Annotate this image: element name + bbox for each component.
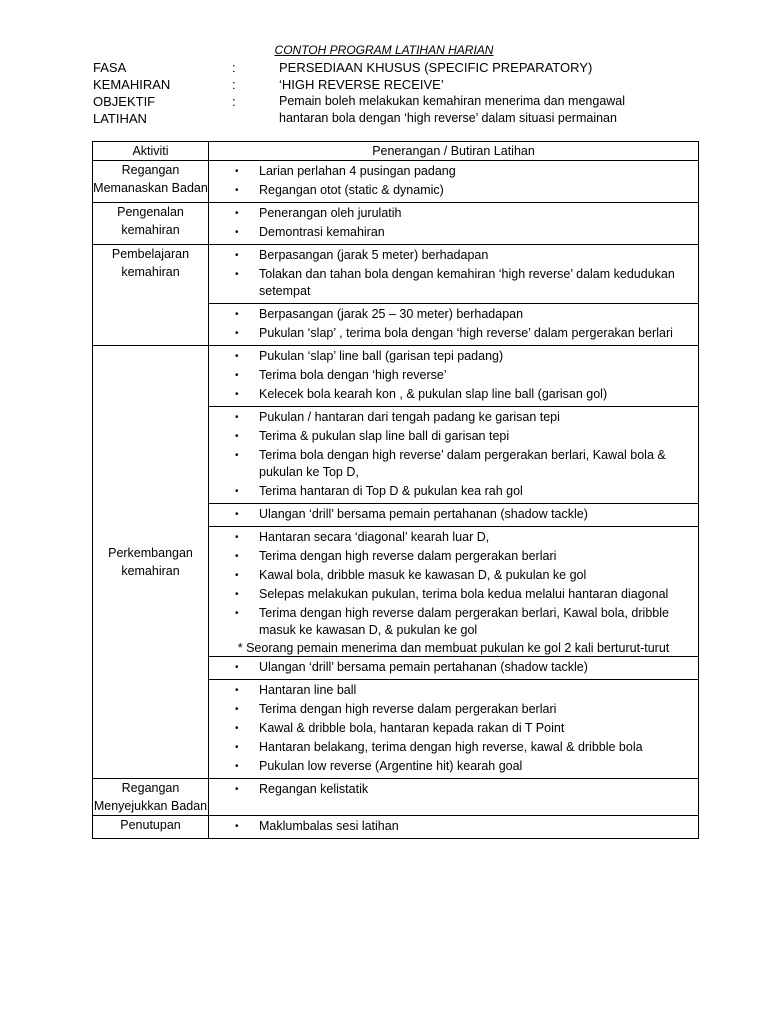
list-item — [209, 781, 694, 798]
bullet-icon: • — [235, 761, 239, 772]
table-row — [93, 346, 699, 407]
list-item — [209, 605, 694, 639]
bullet-icon: • — [235, 662, 239, 673]
list-item — [209, 447, 694, 481]
list-item-text: Ulangan ‘drill’ bersama pemain pertahanan (shadow tackle) — [259, 507, 588, 521]
bullet-icon: • — [235, 412, 239, 423]
list-item-text: Tolakan dan tahan bola dengan kemahiran ‘high reverse’ dalam kedudukan setempat — [259, 267, 675, 298]
list-item — [209, 720, 694, 737]
table-row — [93, 816, 699, 839]
list-item-text: Maklumbalas sesi latihan — [259, 819, 399, 833]
header-label: KEMAHIRAN — [93, 77, 171, 92]
activity-cell: Pengenalan kemahiran — [93, 203, 209, 245]
list-item — [209, 367, 694, 384]
drill-note: * Seorang pemain menerima dan membuat pukulan ke gol 2 kali berturut-turut — [237, 641, 670, 655]
header-colon — [232, 110, 279, 127]
list-item — [209, 739, 694, 756]
list-item — [209, 247, 694, 264]
list-item — [209, 758, 694, 775]
list-item-text: Regangan kelistatik — [259, 782, 369, 796]
bullet-icon: • — [235, 742, 239, 753]
list-item — [209, 567, 694, 584]
bullet-icon: • — [235, 589, 239, 600]
list-item-text: Pukulan ‘slap’ line ball (garisan tepi padang) — [259, 349, 504, 363]
bullet-icon: • — [235, 328, 239, 339]
activity-cell: Regangan Menyejukkan Badan — [93, 779, 209, 816]
list-item — [209, 409, 694, 426]
details-cell — [209, 245, 699, 304]
list-item-text: Kawal & dribble bola, hantaran kepada rakan di T Point — [259, 721, 565, 735]
details-cell — [209, 779, 699, 816]
bullet-icon: • — [235, 685, 239, 696]
table-row — [93, 245, 699, 304]
header-label: LATIHAN — [93, 111, 147, 126]
bullet-icon: • — [235, 431, 239, 442]
header-row-objektif — [93, 93, 625, 110]
bullet-list — [209, 407, 698, 503]
bullet-icon: • — [235, 351, 239, 362]
bullet-icon: • — [235, 185, 239, 196]
bullet-list — [209, 504, 698, 526]
document-title: CONTOH PROGRAM LATIHAN HARIAN — [274, 43, 494, 57]
table-header-row — [93, 142, 699, 161]
program-header — [93, 59, 625, 127]
header-value: ‘HIGH REVERSE RECEIVE’ — [279, 77, 444, 92]
list-item-text: Terima dengan high reverse dalam pergerakan berlari — [259, 549, 557, 563]
list-item — [209, 682, 694, 699]
header-value: PERSEDIAAN KHUSUS (SPECIFIC PREPARATORY) — [279, 60, 593, 75]
bullet-icon: • — [235, 704, 239, 715]
bullet-icon: • — [235, 509, 239, 520]
bullet-icon: • — [235, 723, 239, 734]
details-cell — [209, 816, 699, 839]
list-item-text: Kawal bola, dribble masuk ke kawasan D, & pukulan ke gol — [259, 568, 587, 582]
bullet-list — [209, 346, 698, 406]
bullet-icon: • — [235, 784, 239, 795]
bullet-icon: • — [235, 208, 239, 219]
details-cell — [209, 504, 699, 527]
list-item — [209, 266, 694, 300]
list-item-text: Terima bola dengan high reverse’ dalam pergerakan berlari, Kawal bola & pukulan ke Top D, — [259, 448, 666, 479]
list-item-text: Hantaran secara ‘diagonal’ kearah luar D, — [259, 530, 490, 544]
activity-cell: Pembelajaran kemahiran — [93, 245, 209, 346]
list-item-text: Kelecek bola kearah kon , & pukulan slap line ball (garisan gol) — [259, 387, 608, 401]
list-item-text: Selepas melakukan pukulan, terima bola kedua melalui hantaran diagonal — [259, 587, 669, 601]
list-item-text: Terima bola dengan ‘high reverse’ — [259, 368, 447, 382]
list-item-text: Regangan otot (static & dynamic) — [259, 183, 444, 197]
header-label: OBJEKTIF — [93, 94, 156, 109]
header-colon: : — [232, 60, 236, 75]
bullet-list — [209, 527, 698, 642]
bullet-icon: • — [235, 227, 239, 238]
details-cell — [209, 203, 699, 245]
details-cell — [209, 527, 699, 657]
bullet-list — [209, 657, 698, 679]
list-item-text: Terima hantaran di Top D & pukulan kea rah gol — [259, 484, 523, 498]
column-header-details: Penerangan / Butiran Latihan — [209, 142, 699, 161]
details-cell — [209, 304, 699, 346]
bullet-icon: • — [235, 250, 239, 261]
bullet-list — [209, 680, 698, 778]
list-item — [209, 483, 694, 500]
list-item — [209, 386, 694, 403]
list-item-text: Hantaran line ball — [259, 683, 357, 697]
bullet-icon: • — [235, 166, 239, 177]
list-item — [209, 306, 694, 323]
header-row-fasa — [93, 59, 625, 76]
bullet-icon: • — [235, 551, 239, 562]
list-item — [209, 205, 694, 222]
list-item — [209, 548, 694, 565]
table-row — [93, 203, 699, 245]
header-label: FASA — [93, 60, 127, 75]
bullet-list — [209, 304, 698, 345]
bullet-list — [209, 161, 698, 202]
column-header-activity: Aktiviti — [93, 142, 209, 161]
activity-cell: Regangan Memanaskan Badan — [93, 161, 209, 203]
bullet-list — [209, 203, 698, 244]
activity-cell: Penutupan — [93, 816, 209, 839]
bullet-list — [209, 245, 698, 303]
header-value: Pemain boleh melakukan kemahiran menerima dan mengawal — [279, 94, 626, 108]
header-row-kemahiran — [93, 76, 625, 93]
training-table — [92, 141, 699, 839]
table-row — [93, 161, 699, 203]
header-colon: : — [232, 94, 236, 109]
list-item — [209, 659, 694, 676]
details-cell — [209, 407, 699, 504]
list-item — [209, 586, 694, 603]
header-value: hantaran bola dengan ‘high reverse’ dalam situasi permainan — [279, 111, 617, 125]
bullet-list — [209, 816, 698, 838]
list-item — [209, 224, 694, 241]
list-item — [209, 428, 694, 445]
list-item-text: Terima dengan high reverse dalam pergerakan berlari — [259, 702, 557, 716]
list-item — [209, 182, 694, 199]
bullet-icon: • — [235, 309, 239, 320]
list-item-text: Terima & pukulan slap line ball di garisan tepi — [259, 429, 510, 443]
list-item — [209, 818, 694, 835]
bullet-icon: • — [235, 269, 239, 280]
list-item — [209, 701, 694, 718]
table-row — [93, 779, 699, 816]
list-item-text: Berpasangan (jarak 5 meter) berhadapan — [259, 248, 489, 262]
list-item — [209, 348, 694, 365]
list-item-text: Pukulan / hantaran dari tengah padang ke garisan tepi — [259, 410, 560, 424]
bullet-icon: • — [235, 370, 239, 381]
list-item-text: Larian perlahan 4 pusingan padang — [259, 164, 456, 178]
header-row-latihan — [93, 110, 625, 127]
bullet-icon: • — [235, 532, 239, 543]
bullet-icon: • — [235, 450, 239, 461]
list-item-text: Pukulan low reverse (Argentine hit) kearah goal — [259, 759, 523, 773]
list-item-text: Terima dengan high reverse dalam pergerakan berlari, Kawal bola, dribble masuk ke kawasan D, & pukulan ke gol — [259, 606, 669, 637]
bullet-list — [209, 779, 698, 801]
list-item-text: Penerangan oleh jurulatih — [259, 206, 402, 220]
list-item — [209, 529, 694, 546]
bullet-icon: • — [235, 486, 239, 497]
list-item-text: Pukulan ‘slap’ , terima bola dengan ‘high reverse’ dalam pergerakan berlari — [259, 326, 673, 340]
list-item-text: Berpasangan (jarak 25 – 30 meter) berhadapan — [259, 307, 524, 321]
bullet-icon: • — [235, 570, 239, 581]
list-item-text: Demontrasi kemahiran — [259, 225, 385, 239]
details-cell — [209, 657, 699, 680]
list-item — [209, 506, 694, 523]
list-item-text: Ulangan ‘drill’ bersama pemain pertahanan (shadow tackle) — [259, 660, 588, 674]
bullet-icon: • — [235, 389, 239, 400]
list-item — [209, 325, 694, 342]
bullet-icon: • — [235, 608, 239, 619]
details-cell — [209, 346, 699, 407]
list-item — [209, 163, 694, 180]
header-colon: : — [232, 77, 236, 92]
activity-cell: Perkembangan kemahiran — [93, 346, 209, 779]
details-cell — [209, 161, 699, 203]
details-cell — [209, 680, 699, 779]
bullet-icon: • — [235, 821, 239, 832]
list-item-text: Hantaran belakang, terima dengan high reverse, kawal & dribble bola — [259, 740, 643, 754]
